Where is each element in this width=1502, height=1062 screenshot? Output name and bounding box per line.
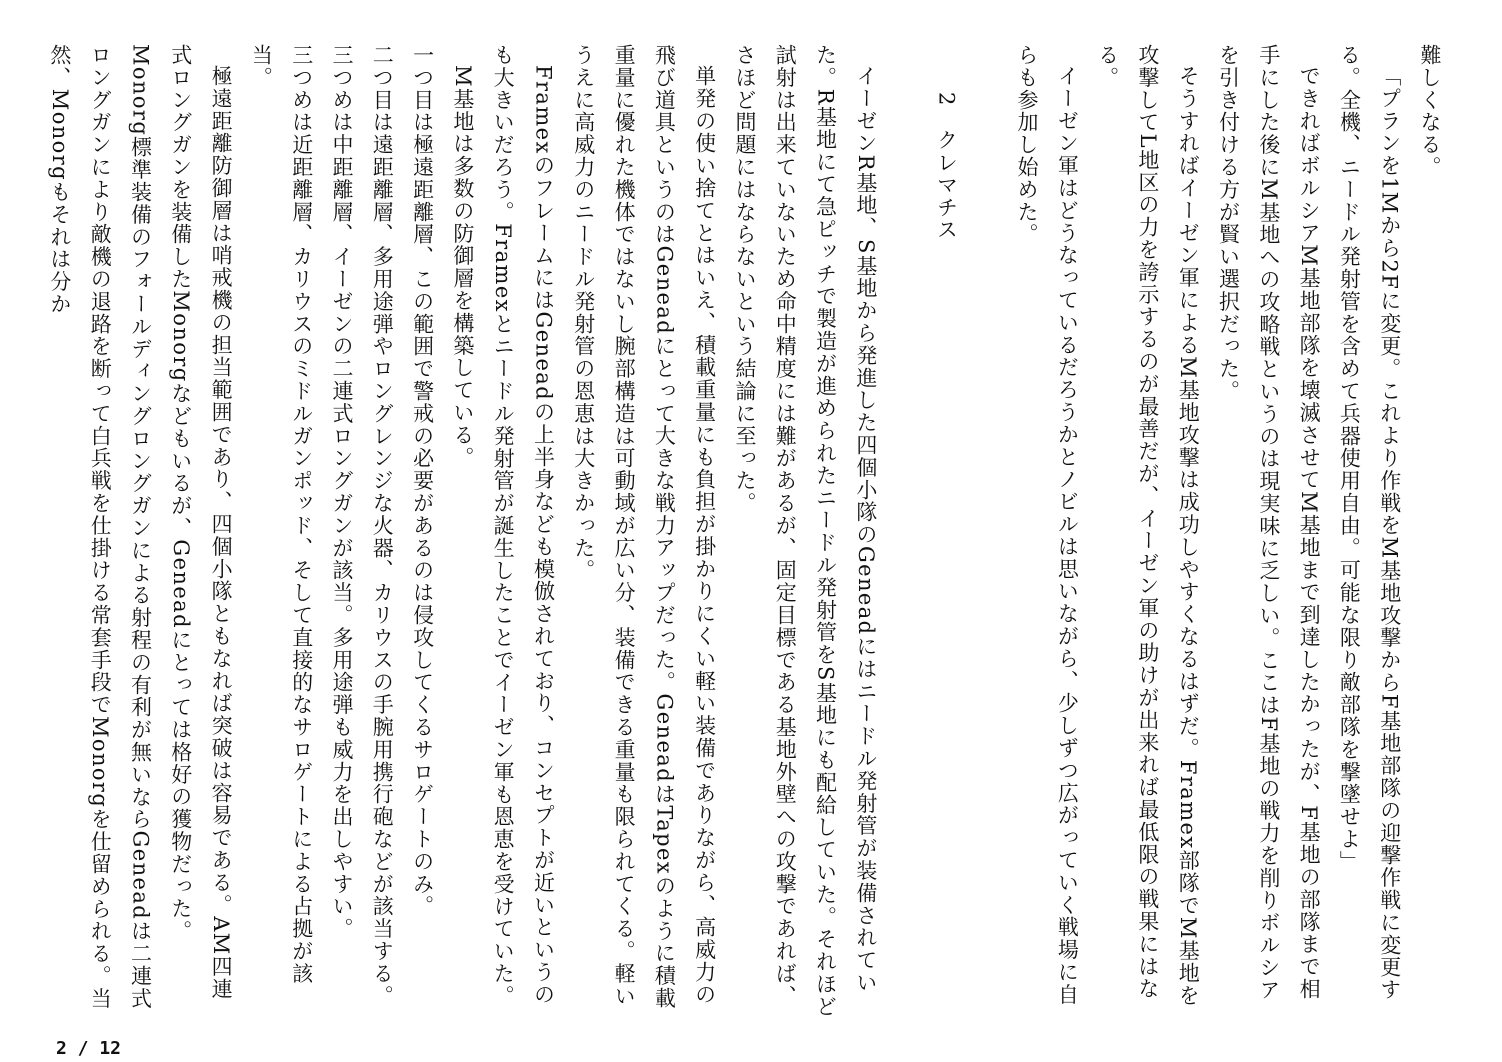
list-paragraph: 一つ目は極遠距離層、この範囲で警戒の必要があるのは侵攻してくるサロゲートのみ。 xyxy=(410,44,435,918)
paragraph: イーゼン軍はどうなっているだろうかとノビルは思いながら、少しずつ広がっていく戦場に自らも参加し始めた。 xyxy=(1015,44,1080,1006)
section-heading: 2 クレマチス xyxy=(934,92,959,242)
list-paragraph: 三つめは近距離層、カリウスのミドルガンポッド、そして直接的なサロゲートによる占拠が該当。 xyxy=(249,44,314,985)
blank-line xyxy=(966,44,1006,1019)
list-paragraph: 二つ目は遠距離層、多用途弾やロングレンジな火器、カリウスの手腕用携行砲などが該当する。 xyxy=(370,44,395,1008)
paragraph: できればボルシアM基地部隊を壊滅させてM基地まで到達したかったが、F基地の部隊まで相手にした後にM基地への攻略戦というのは現実味に乏しい。ここはF基地の戦力を削りボルシアを引き付ける方が賢い選択だった。 xyxy=(1216,44,1322,1002)
paragraph: FramexのフレームにはGeneadの上半身なども模倣されており、コンセプトが近いというのも大きいだろう。Framexとニードル発射管が誕生したことでイーゼン軍も恩恵を受けていた。 xyxy=(491,44,556,1008)
blank-line xyxy=(886,44,926,1019)
page-number: 2 / 12 xyxy=(56,1038,122,1059)
paragraph: 単発の使い捨てとはいえ、積載重量にも負担が掛かりにくい軽い装備でありながら、高威力の飛び道具というのはGeneadにとって大きな戦力アップだった。GeneadはTapexのように積載重量に優れた機体ではないし腕部構造は可動域が広い分、装備できる重量も限られてくる。軽いうえに高威力のニードル発射管の恩恵は大きかった。 xyxy=(571,44,717,1010)
paragraph: 「プランを1Mから2Fに変更。これより作戦をM基地攻撃からF基地部隊の迎撃作戦に変更する。全機、ニードル発射管を含めて兵器使用自由。可能な限り敵部隊を撃墜せよ」 xyxy=(1337,44,1402,1002)
paragraph: イーゼンR基地、S基地から発進した四個小隊のGeneadにはニードル発射管が装備されていた。R基地にて急ピッチで製造が進められたニードル発射管をS基地にも配給していた。それほど試射は出来ていないため命中精度には難があるが、固定目標である基地外壁への攻撃であれば、さほど問題にはならないという結論に至った。 xyxy=(732,44,878,1018)
paragraph: そうすればイーゼン軍によるM基地攻撃は成功しやすくなるはずだ。Framex部隊でM基地を攻撃してL地区の力を誇示するのが最善だが、イーゼン軍の助けが出来れば最低限の戦果にはなる。 xyxy=(1095,44,1201,1007)
vertical-text-body xyxy=(30,44,1450,1019)
paragraph: M基地は多数の防御層を構築している。 xyxy=(450,65,475,469)
paragraph: 極遠距離防御層は哨戒機の担当範囲であり、四個小隊ともなれば突破は容易である。AM四連式ロングガンを装備したMonorgなどもいるが、Geneadにとっては格好の獲物だった。Monorg標準装備のフォールディングロングガンによる射程の有利が無いならGeneadは二連式ロングガンにより敵機の退路を断って白兵戦を仕掛ける常套手段でMonorgを仕留められる。当然、Monorgもそれは分か xyxy=(47,44,234,1010)
list-paragraph: 三つめは中距離層、イーゼンの二連式ロングガンが該当。多用途弾も威力を出しやすい。 xyxy=(329,44,354,940)
paragraph: 難しくなる。 xyxy=(1418,44,1442,179)
